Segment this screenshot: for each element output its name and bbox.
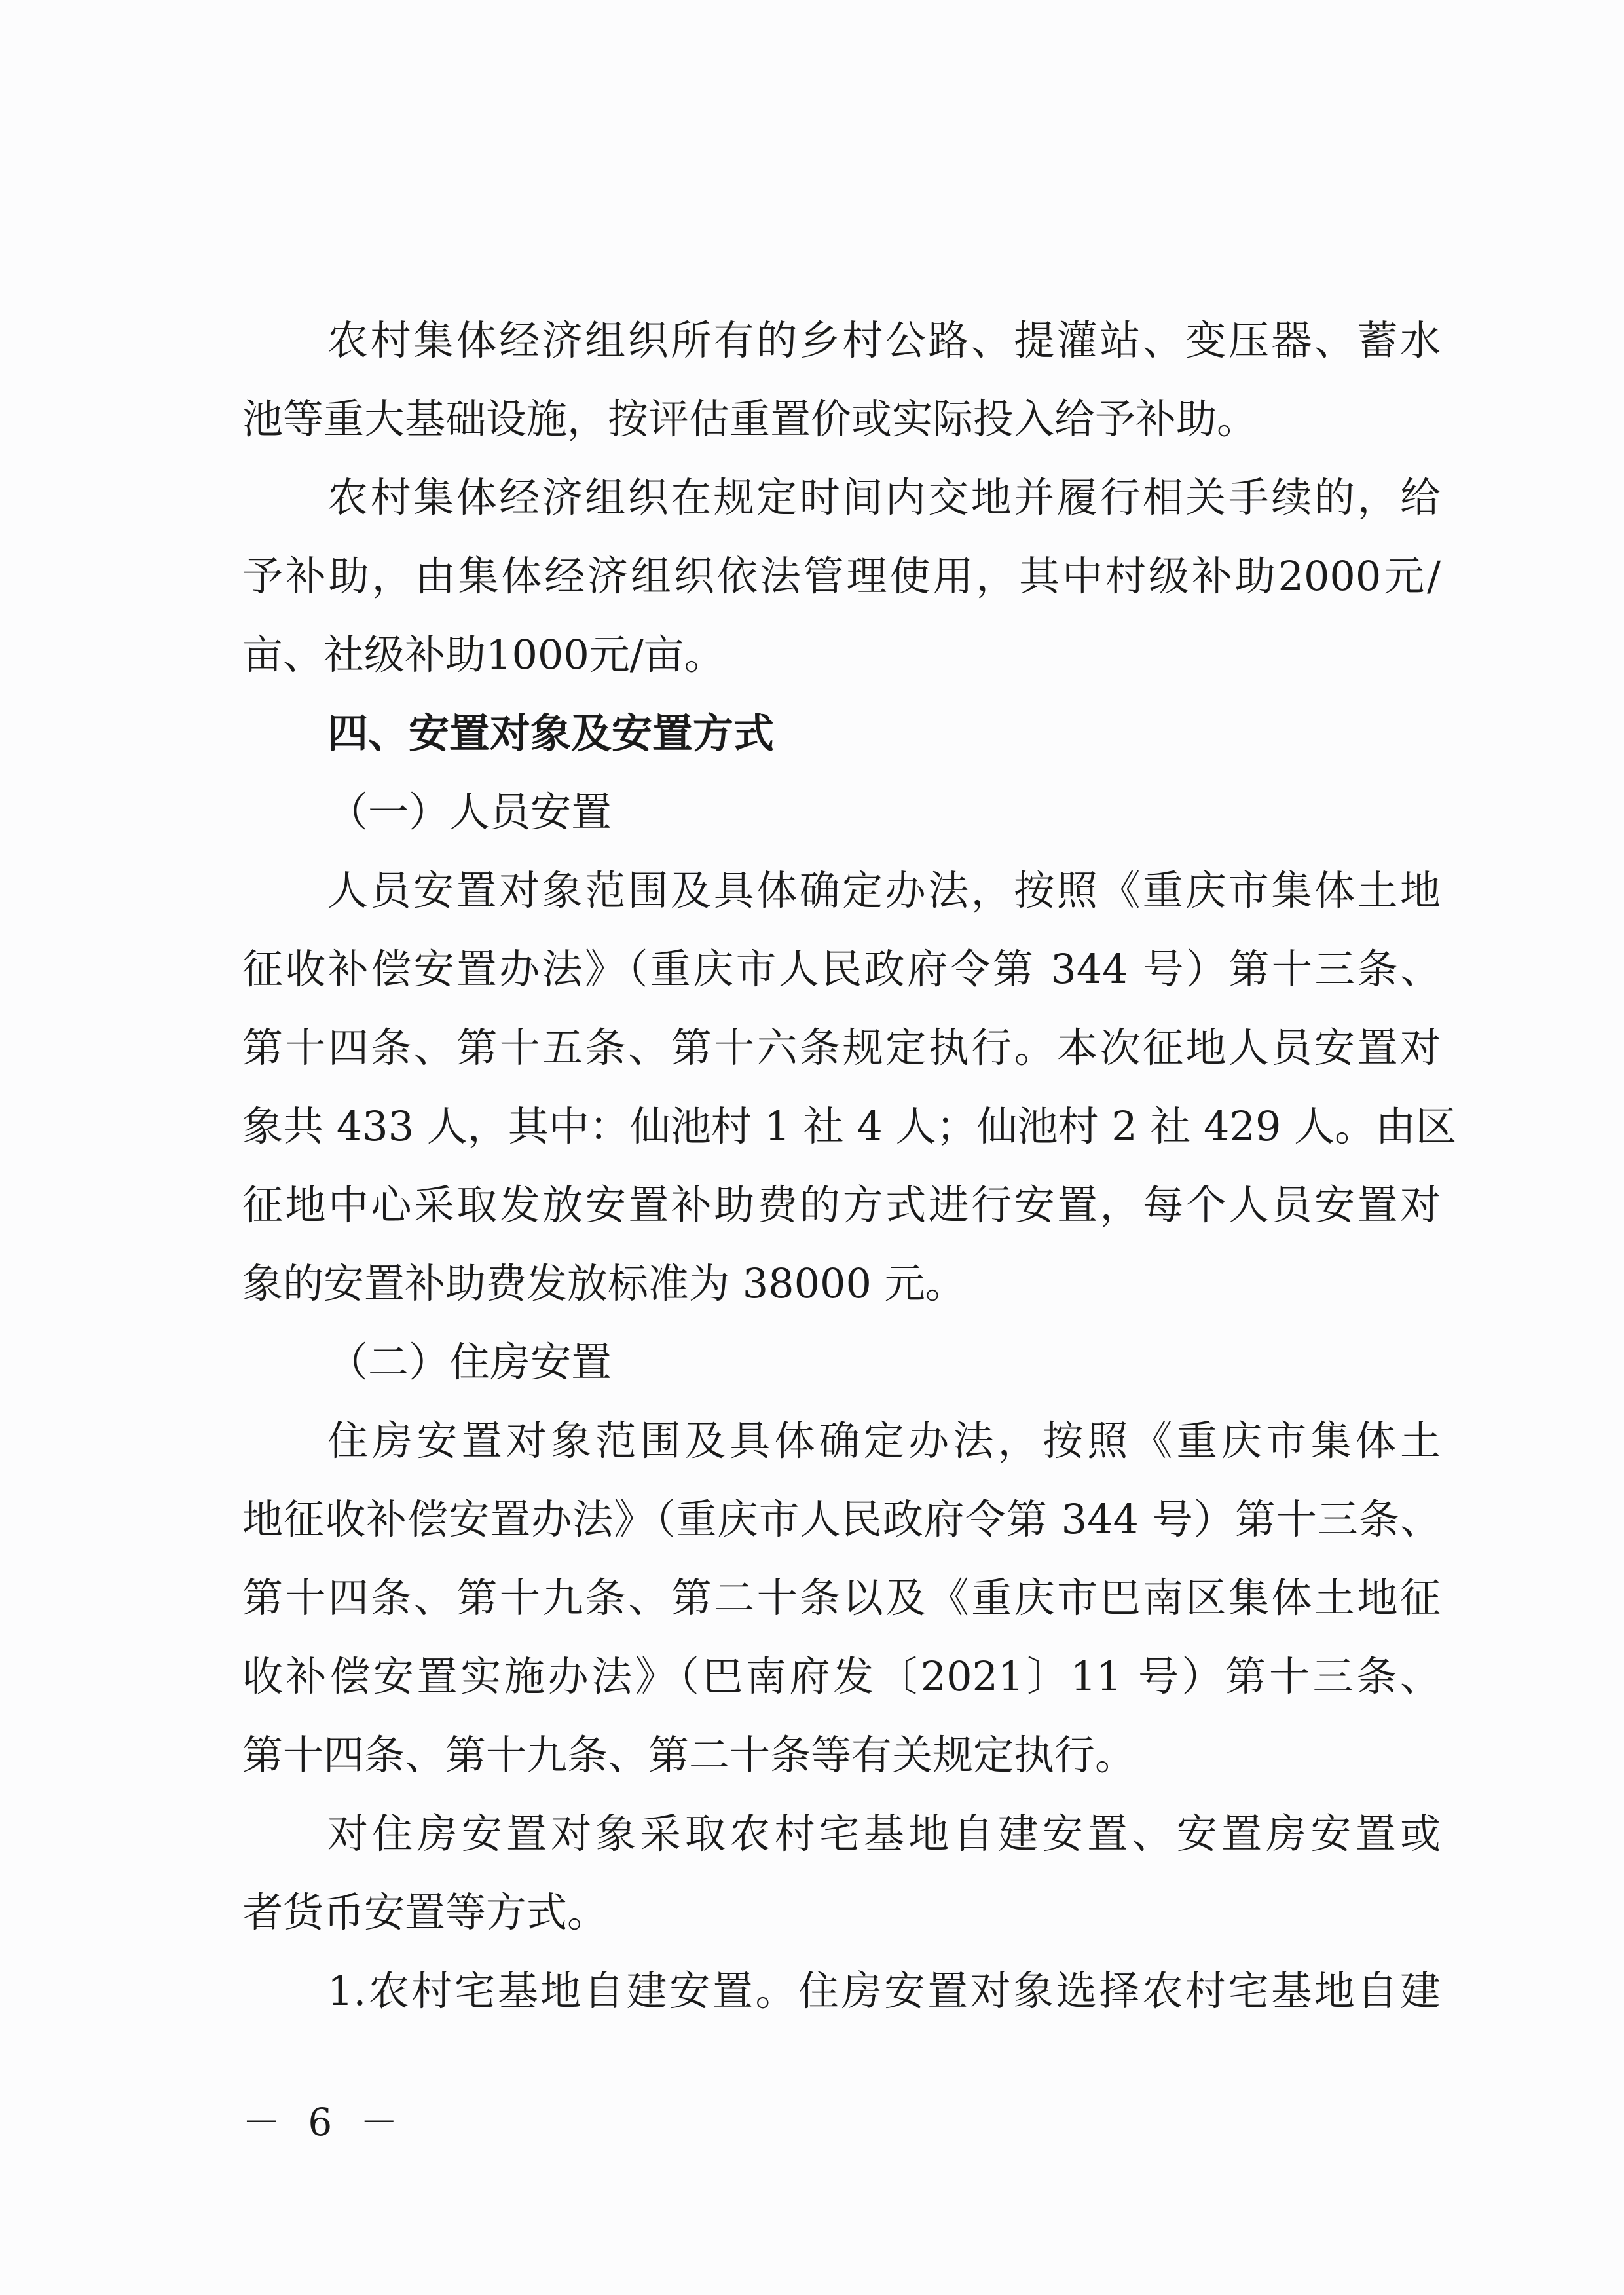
paragraph-4-line-5: 第十四条、第十九条、第二十条等有关规定执行。 <box>242 1731 1136 1779</box>
paragraph-5-line-1: 对住房安置对象采取农村宅基地自建安置、安置房安置或 <box>327 1810 1441 1857</box>
paragraph-3-line-4: 象共 433 人，其中：仙池村 1 社 4 人；仙池村 2 社 429 人。由区 <box>242 1102 1457 1150</box>
section-heading-4: 四、安置对象及安置方式 <box>327 709 775 757</box>
paragraph-6-line-1: 1.农村宅基地自建安置。住房安置对象选择农村宅基地自建 <box>327 1967 1441 2015</box>
paragraph-4-line-3: 第十四条、第十九条、第二十条以及《重庆市巴南区集体土地征 <box>242 1574 1441 1622</box>
paragraph-3-line-5: 征地中心采取发放安置补助费的方式进行安置，每个人员安置对 <box>242 1181 1441 1229</box>
paragraph-4-line-1: 住房安置对象范围及具体确定办法，按照《重庆市集体土 <box>327 1417 1441 1465</box>
paragraph-3-line-1: 人员安置对象范围及具体确定办法，按照《重庆市集体土地 <box>327 867 1441 914</box>
paragraph-2-line-3: 亩、社级补助1000元/亩。 <box>242 631 725 679</box>
page-number: － 6 － <box>242 2100 406 2144</box>
paragraph-1-line-2: 池等重大基础设施，按评估重置价或实际投入给予补助。 <box>242 395 1258 443</box>
subsection-heading-1: （一）人员安置 <box>327 788 612 836</box>
paragraph-2-line-1: 农村集体经济组织在规定时间内交地并履行相关手续的，给 <box>327 474 1441 521</box>
paragraph-3-line-2: 征收补偿安置办法》（重庆市人民政府令第 344 号）第十三条、 <box>242 945 1441 993</box>
paragraph-3-line-6: 象的安置补助费发放标准为 38000 元。 <box>242 1259 966 1307</box>
paragraph-3-line-3: 第十四条、第十五条、第十六条规定执行。本次征地人员安置对 <box>242 1024 1441 1072</box>
paragraph-5-line-2: 者货币安置等方式。 <box>242 1888 608 1936</box>
paragraph-1-line-1: 农村集体经济组织所有的乡村公路、提灌站、变压器、蓄水 <box>327 316 1441 364</box>
paragraph-4-line-4: 收补偿安置实施办法》（巴南府发〔2021〕11 号）第十三条、 <box>242 1652 1441 1700</box>
paragraph-2-line-2: 予补助，由集体经济组织依法管理使用，其中村级补助2000元/ <box>242 552 1441 600</box>
subsection-heading-2: （二）住房安置 <box>327 1338 612 1386</box>
paragraph-4-line-2: 地征收补偿安置办法》（重庆市人民政府令第 344 号）第十三条、 <box>242 1495 1441 1543</box>
